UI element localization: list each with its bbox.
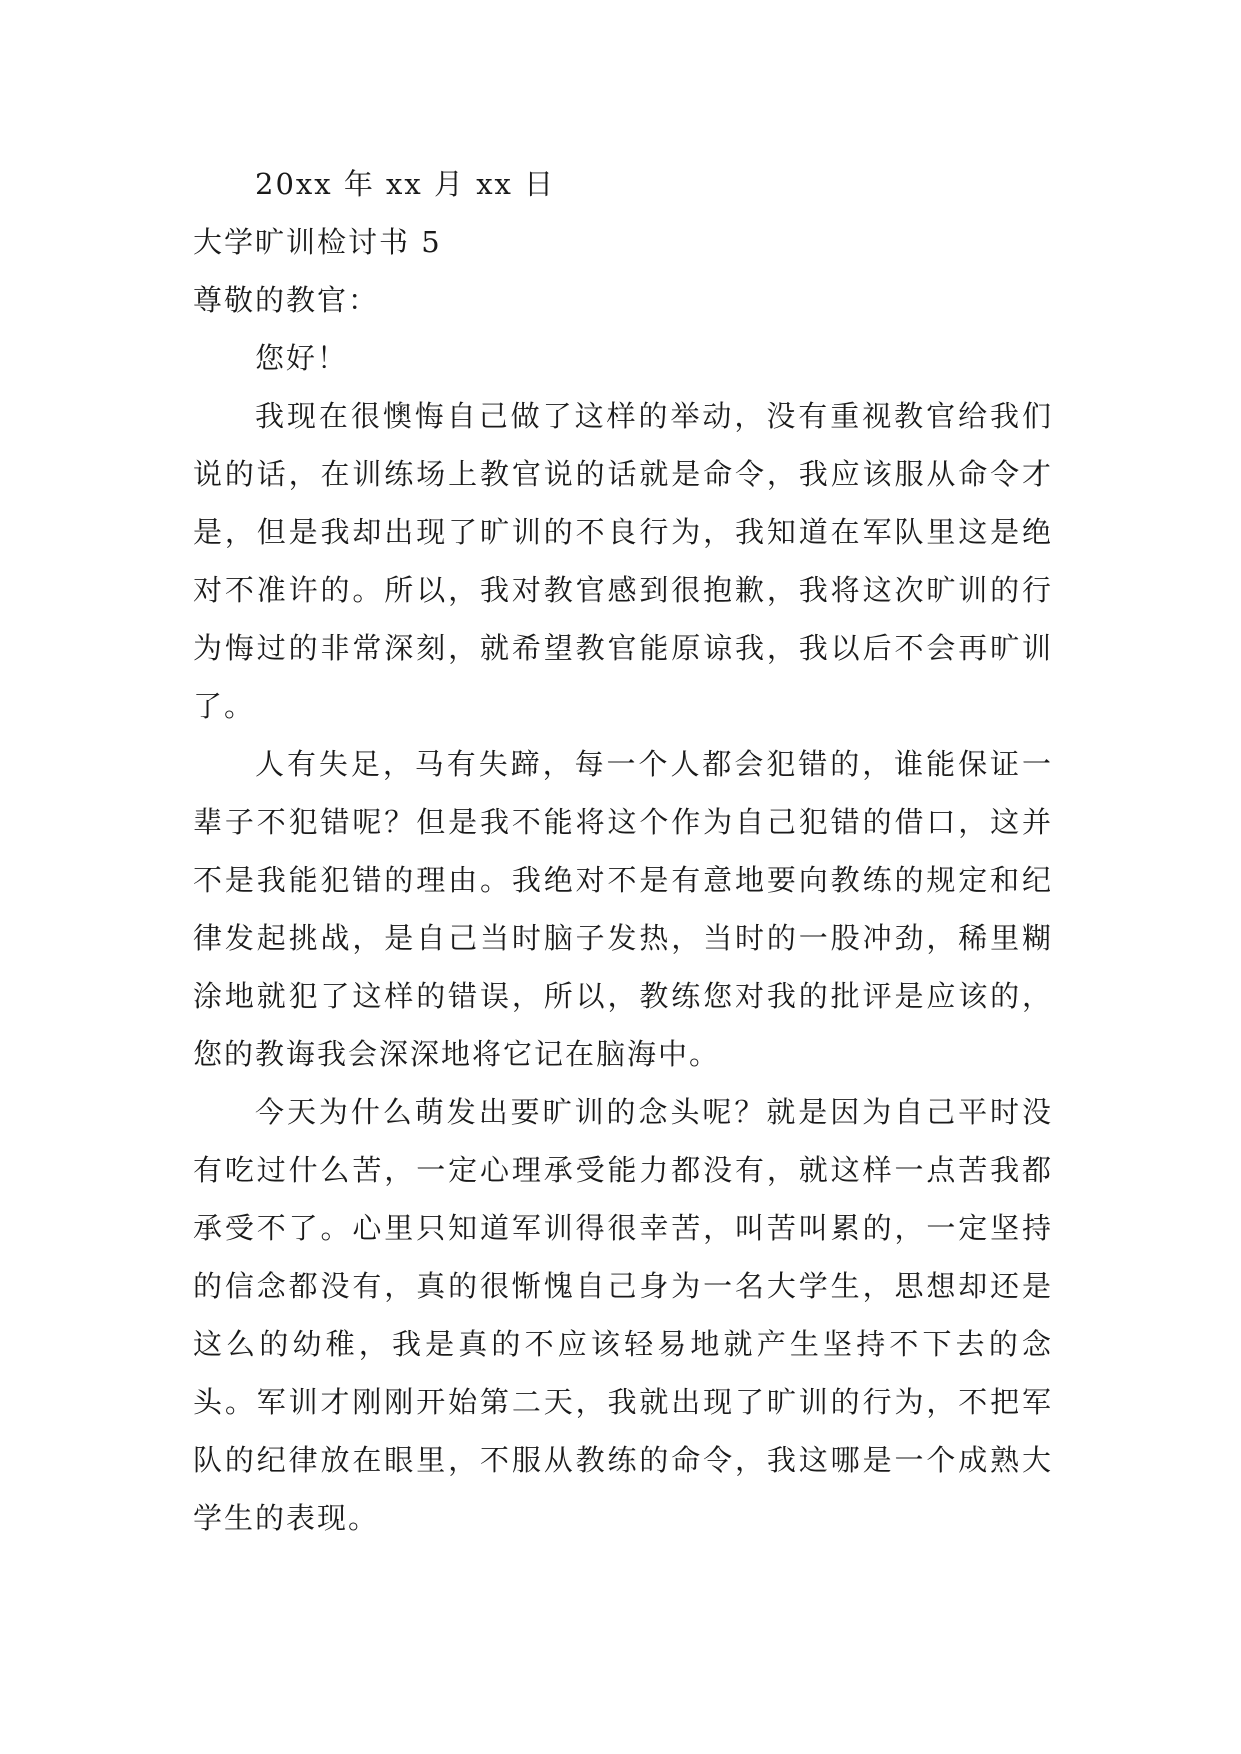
paragraph-2: 人有失足，马有失蹄，每一个人都会犯错的，谁能保证一辈子不犯错呢？但是我不能将这个作为自己犯错的借口，这并不是我能犯错的理由。我绝对不是有意地要向教练的规定和纪律发起挑战，是自己当时脑子发热，当时的一股冲劲，稀里糊涂地就犯了这样的错误，所以，教练您对我的批评是应该的，您的教诲我会深深地将它记在脑海中。 (193, 747, 1053, 1071)
date-line: 20xx 年 xx 月 xx 日 (255, 167, 556, 201)
salutation: 尊敬的教官： (193, 283, 380, 317)
document-title: 大学旷训检讨书 5 (193, 225, 442, 259)
document-body (193, 155, 1053, 1547)
greeting: 您好！ (255, 341, 349, 375)
paragraph-1: 我现在很懊悔自己做了这样的举动，没有重视教官给我们说的话，在训练场上教官说的话就是命令，我应该服从命令才是，但是我却出现了旷训的不良行为，我知道在军队里这是绝对不准许的。所以，我对教官感到很抱歉，我将这次旷训的行为悔过的非常深刻，就希望教官能原谅我，我以后不会再旷训了。 (193, 399, 1053, 723)
paragraph-3: 今天为什么萌发出要旷训的念头呢？就是因为自己平时没有吃过什么苦，一定心理承受能力都没有，就这样一点苦我都承受不了。心里只知道军训得很幸苦，叫苦叫累的，一定坚持的信念都没有，真的很惭愧自己身为一名大学生，思想却还是这么的幼稚，我是真的不应该轻易地就产生坚持不下去的念头。军训才刚刚开始第二天，我就出现了旷训的行为，不把军队的纪律放在眼里，不服从教练的命令，我这哪是一个成熟大学生的表现。 (193, 1095, 1053, 1535)
